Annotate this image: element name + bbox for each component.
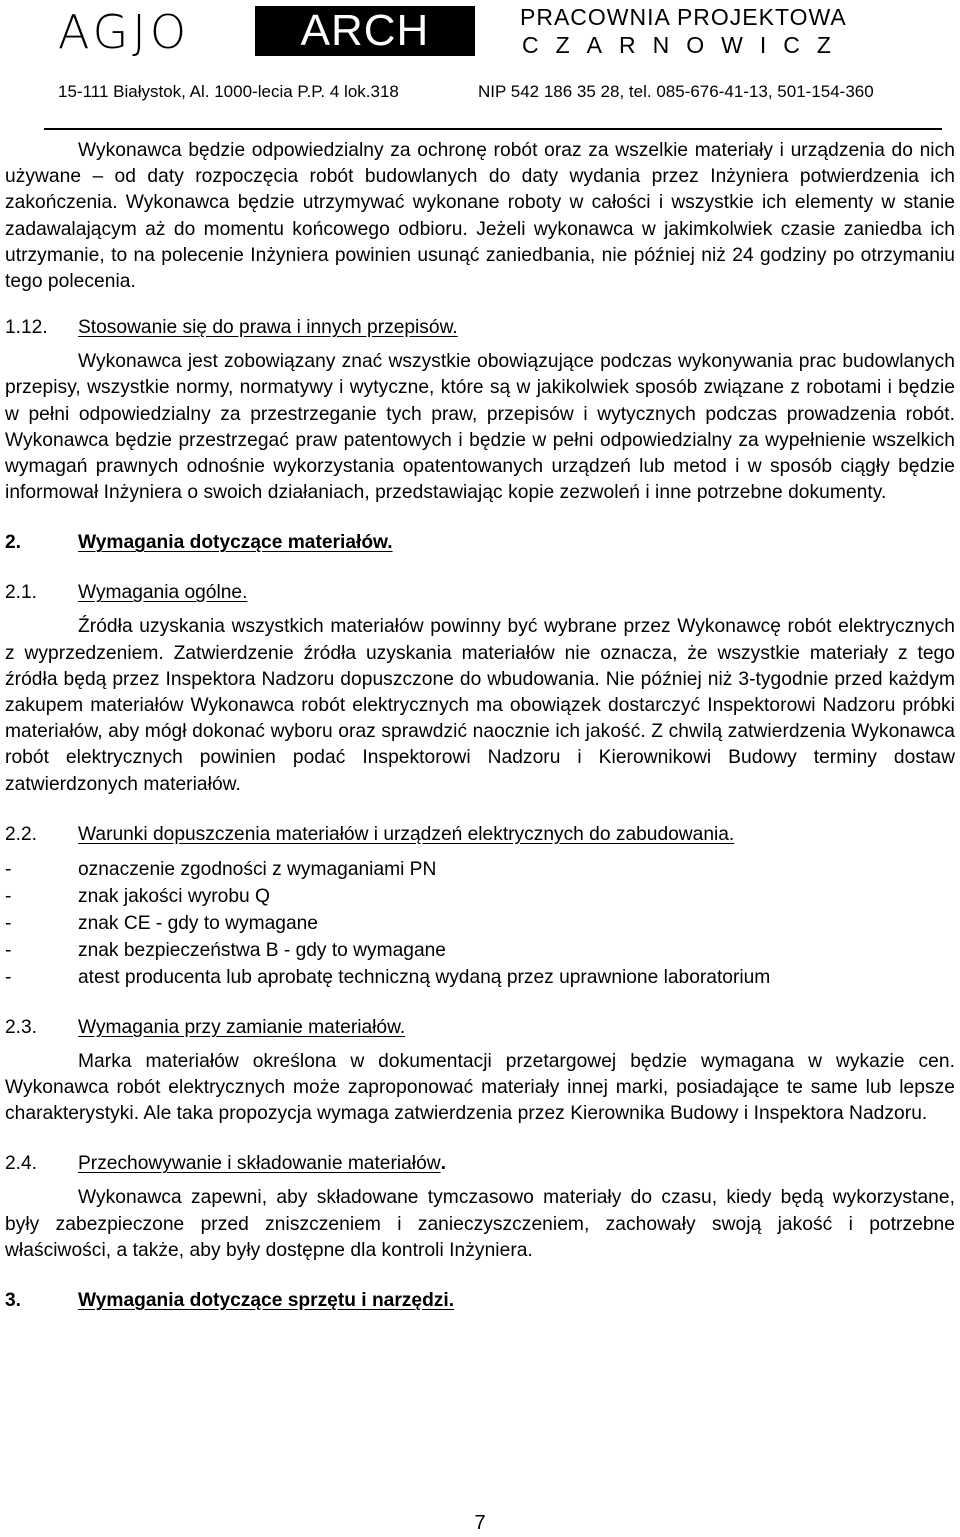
section-title: Stosowanie się do prawa i innych przepisów.: [78, 317, 458, 339]
list-item: - atest producenta lub aprobatę techniczną wydaną przez uprawnione laboratorium: [5, 966, 771, 988]
paragraph-material-substitution: Marka materiałów określona w dokumentacji przetargowej będzie wymagana w wykazie cen. Wykonawca robót elektrycznych może zaproponować materiały innej marki, posiadające te same lub lepsze charakterystyki. Ale taka propozycja wymaga zatwierdzenia przez Kierownika Budowy i Inspektora Nadzoru.: [5, 1050, 955, 1125]
section-2-4-heading: 2.4. Przechowywanie i składowanie materiałów.: [5, 1151, 955, 1177]
paragraph-law-compliance: Wykonawca jest zobowiązany znać wszystkie obowiązujące podczas wykonywania prac budowlanych przepisy, wszystkie normy, normatywy i wytyczne, które są w jakikolwiek sposób związane z robotami i będzie w pełni odpowiedzialny za przestrzeganie tych praw, przepisów i wytycznych podczas prowadzenia robót. Wykonawca będzie przestrzegać praw patentowych i będzie w pełni odpowiedzialny za wypełnienie wszelkich wymagań prawnych odnośnie wykorzystania opatentowanych urządzeń lub metod i w sposób ciągły będzie informował Inżyniera o swoich działaniach, przedstawiając kopie zezwoleń i inne potrzebne dokumenty.: [5, 351, 955, 504]
page-number: 7: [474, 1512, 486, 1534]
list-item: - znak jakości wyrobu Q: [5, 885, 270, 907]
section-2-2-heading: [5, 822, 955, 848]
section-number: 2.4.: [5, 1153, 38, 1175]
section-number: 2.3.: [5, 1016, 38, 1038]
section-1-12-heading: [5, 315, 955, 341]
section-title: Warunki dopuszczenia materiałów i urządzeń elektrycznych do zabudowania.: [78, 823, 735, 845]
firm-contact: NIP 542 186 35 28, tel. 085-676-41-13, 501-154-360: [478, 82, 874, 101]
section-number: 3.: [5, 1290, 22, 1312]
list-item: - oznaczenie zgodności z wymaganiami PN: [5, 858, 437, 880]
section-title: Wymagania dotyczące materiałów.: [78, 532, 393, 554]
section-number: 2.: [5, 532, 22, 554]
section-number: 1.12.: [5, 317, 48, 339]
paragraph-material-sources: Źródła uzyskania wszystkich materiałów powinny być wybrane przez Wykonawcę robót elektrycznych z wyprzedzeniem. Zatwierdzenie źródła uzyskania materiałów nie oznacza, że wszystkie materiały z tego źródła będą przez Inspektora Nadzoru dopuszczone do wbudowania. Nie później niż 3-tygodnie przed każdym zakupem materiałów Wykonawca robót elektrycznych ma obowiązek dostarczyć Inspektorowi Nadzoru próbki materiałów, aby mógł dokonać wyboru oraz sprawdzić naocznie ich jakość. Z chwilą zatwierdzenia Wykonawca robót elektrycznych powinien podać Inspektorowi Nadzoru i Kierownikowi Budowy terminy dostaw zatwierdzonych materiałów.: [5, 616, 955, 795]
section-2-3-heading: [5, 1015, 955, 1041]
list-item: - znak CE - gdy to wymagane: [5, 912, 318, 934]
section-number: 2.1.: [5, 582, 38, 604]
section-3-heading: [5, 1288, 955, 1314]
firm-name-line1: PRACOWNIA PROJEKTOWA: [520, 4, 847, 30]
firm-name-line2: CZARNOWICZ: [522, 32, 848, 58]
paragraph-material-storage: Wykonawca zapewni, aby składowane tymczasowo materiały do czasu, kiedy będą wykorzystane, były zabezpieczone przed zniszczeniem i zanieczyszczeniem, zachowały swoją jakość i potrzebne właściwości, a także, aby były dostępne dla kontroli Inżyniera.: [5, 1187, 955, 1261]
section-title: Wymagania ogólne.: [78, 582, 248, 604]
requirements-list: [5, 856, 955, 991]
logo-agjo: AGJO: [58, 5, 191, 59]
firm-address: 15-111 Białystok, Al. 1000-lecia P.P. 4 lok.318: [58, 82, 399, 101]
logo-arch: ARCH: [255, 6, 475, 56]
section-2-1-heading: [5, 580, 955, 606]
section-title: Wymagania dotyczące sprzętu i narzędzi.: [78, 1290, 455, 1312]
section-title: Przechowywanie i składowanie materiałów: [78, 1153, 441, 1175]
header-divider: [44, 128, 942, 130]
paragraph-protection: Wykonawca będzie odpowiedzialny za ochronę robót oraz za wszelkie materiały i urządzenia do nich używane – od daty rozpoczęcia robót budowlanych do daty wydania przez Inżyniera potwierdzenia ich zakończenia. Wykonawca będzie utrzymywać wykonane roboty w całości i wszystkie ich elementy w stanie zadawalającym aż do momentu końcowego odbioru. Jeżeli wykonawca w jakimkolwiek czasie zaniedba ich utrzymanie, to na polecenie Inżyniera powinien usunąć zaniedbania, nie później niż 24 godziny po otrzymaniu tego polecenia.: [5, 140, 955, 293]
section-title: Wymagania przy zamianie materiałów.: [78, 1016, 406, 1038]
section-2-heading: [5, 530, 955, 556]
list-item: - znak bezpieczeństwa B - gdy to wymagane: [5, 939, 446, 961]
letterhead: [0, 0, 960, 120]
section-number: 2.2.: [5, 823, 38, 845]
document-body: [5, 138, 955, 1314]
